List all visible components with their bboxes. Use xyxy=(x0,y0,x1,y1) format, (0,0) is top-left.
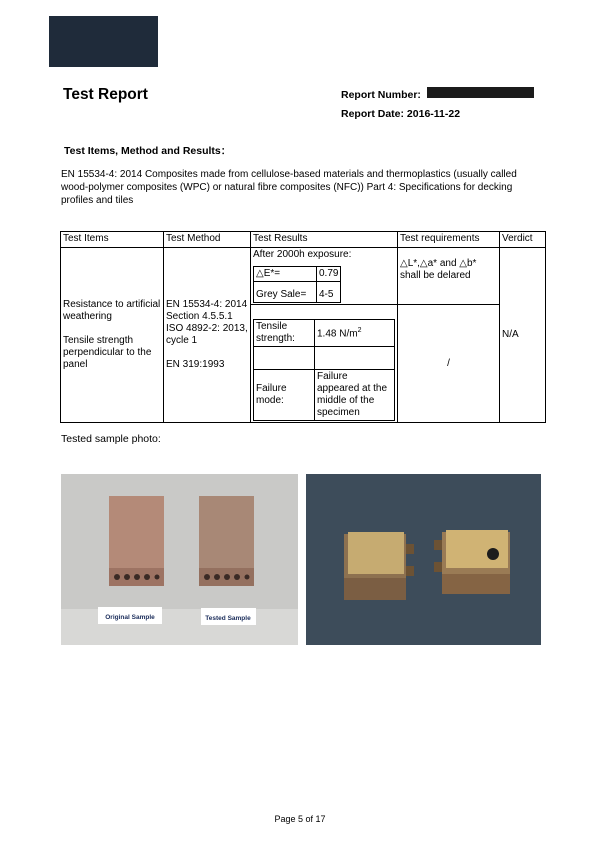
test-items-cell xyxy=(61,248,164,423)
tensile-results-cell xyxy=(251,305,398,423)
method-en15534: EN 15534-4: 2014 Section 4.5.5.1 xyxy=(166,299,248,322)
delta-e-value: 0.79 xyxy=(317,267,341,282)
sample-photo-right xyxy=(306,474,541,645)
grey-scale-value: 4-5 xyxy=(317,282,341,303)
failure-label: Failure mode: xyxy=(254,370,315,421)
method-en319: EN 319:1993 xyxy=(166,359,225,370)
header-test-requirements: Test requirements xyxy=(398,232,500,248)
tensile-requirement: / xyxy=(398,305,500,423)
table-row xyxy=(61,248,546,305)
header-test-items: Test Items xyxy=(61,232,164,248)
exposure-text: After 2000h exposure: xyxy=(253,249,352,260)
method-iso4892: ISO 4892-2: 2013, cycle 1 xyxy=(166,323,248,346)
header-verdict: Verdict xyxy=(500,232,546,248)
weathering-requirement: △L*,△a* and △b* shall be delared xyxy=(398,248,500,305)
original-sample-label: Original Sample xyxy=(105,614,155,621)
specimen-block-left xyxy=(344,532,414,600)
test-item-tensile: Tensile strength perpendicular to the panel xyxy=(63,335,152,370)
tensile-label: Tensile strength: xyxy=(254,320,315,347)
verdict-cell xyxy=(500,248,546,423)
delta-e-label: △E*= xyxy=(254,267,317,282)
tensile-value: 1.48 N/m xyxy=(317,328,358,340)
page-title: Test Report xyxy=(63,86,148,103)
redacted-report-number xyxy=(427,87,534,98)
test-item-weathering: Resistance to artificial weathering xyxy=(63,299,161,322)
header-test-results: Test Results xyxy=(251,232,398,248)
sample-photo-left xyxy=(61,474,298,645)
original-sample-board xyxy=(109,496,164,586)
specimen-block-right xyxy=(434,530,510,594)
photo-caption: Tested sample photo: xyxy=(61,433,161,445)
header-test-method: Test Method xyxy=(164,232,251,248)
tested-sample-board xyxy=(199,496,254,586)
tensile-unit-exponent: 2 xyxy=(357,327,362,335)
company-logo xyxy=(49,16,158,67)
tested-sample-label: Tested Sample xyxy=(205,615,251,622)
tensile-value-cell xyxy=(315,320,395,347)
page-number: Page 5 of 17 xyxy=(274,814,326,824)
grey-scale-label: Grey Sale= xyxy=(254,282,317,303)
verdict-value: N/A xyxy=(502,329,519,340)
report-date: Report Date: 2016-11-22 xyxy=(341,108,461,120)
test-method-cell xyxy=(164,248,251,423)
table-header-row xyxy=(61,232,546,248)
report-number-label: Report Number: xyxy=(341,89,421,101)
section-heading: Test Items, Method and Results： xyxy=(64,145,232,157)
results-table xyxy=(60,231,546,423)
failure-value: Failure appeared at the middle of the specimen xyxy=(315,370,395,421)
standard-description: EN 15534-4: 2014 Composites made from cellulose-based materials and thermoplastics (usually called wood-polymer composites (WPC) or natural fibre composites (NFC)) Part 4: Specifications for decking profiles and tiles xyxy=(61,169,517,206)
weathering-results-cell xyxy=(251,248,398,305)
